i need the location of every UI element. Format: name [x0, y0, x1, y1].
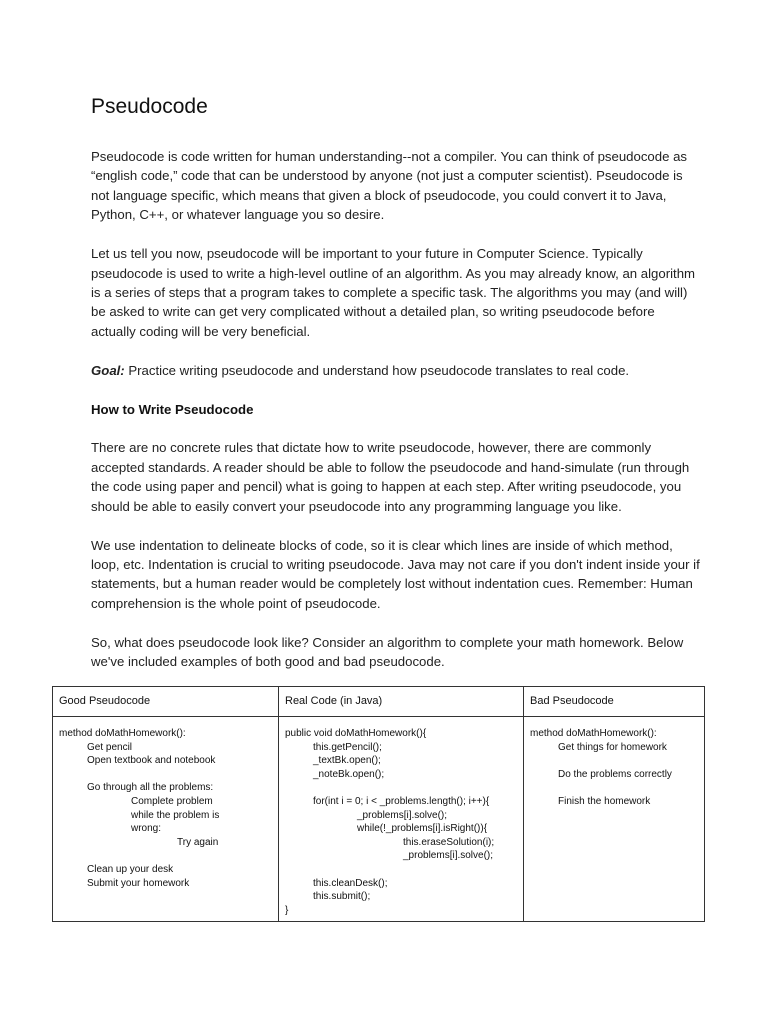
goal-text: Practice writing pseudocode and understand how pseudocode translates to real code. — [124, 362, 630, 378]
code-line: method doMathHomework(): — [59, 728, 186, 739]
good-pseudocode-cell — [53, 717, 279, 922]
example-paragraph: So, what does pseudocode look like? Consider an algorithm to complete your math homework. Below we've included examples of both good and bad pseudocode. — [91, 634, 684, 670]
code-line: for(int i = 0; i < _problems.length(); i++){ — [313, 795, 490, 807]
blank-line — [530, 754, 698, 768]
code-line: while(!_problems[i].isRight()){ — [357, 823, 488, 835]
code-line: _textBk.open(); — [313, 755, 381, 767]
header-good-pseudocode: Good Pseudocode — [53, 687, 279, 717]
blank-line — [59, 768, 272, 782]
section-heading-how-to-write: How to Write Pseudocode — [91, 401, 254, 417]
blank-line — [285, 781, 517, 795]
importance-paragraph: Let us tell you now, pseudocode will be important to your future in Computer Science. Typically pseudocode is used to write a high-level outline of an algorithm. As you may already know, an algorithm is a series of steps that a program takes to complete a specific task. The algorithms you may (and will) be asked to write can get very complicated without a detailed plan, so writing pseudocode before actually coding will be very beneficial. — [91, 246, 696, 339]
blank-line — [285, 863, 517, 877]
page-title: Pseudocode — [91, 95, 208, 118]
blank-line — [530, 781, 698, 795]
code-line: this.submit(); — [313, 891, 371, 903]
blank-line — [59, 849, 272, 863]
goal-label: Goal: — [91, 362, 125, 378]
code-line: public void doMathHomework(){ — [285, 728, 427, 739]
code-line: method doMathHomework(): — [530, 728, 657, 739]
code-line: this.eraseSolution(i); — [403, 836, 495, 848]
goal-paragraph — [91, 361, 701, 380]
code-line: Go through all the problems: — [87, 782, 214, 794]
code-line: Submit your homework — [87, 877, 190, 889]
code-line: Get things for homework — [558, 741, 667, 753]
code-line: Try again — [177, 836, 219, 848]
table-row — [53, 717, 705, 922]
code-line: } — [285, 904, 289, 916]
code-line: _problems[i].solve(); — [403, 850, 494, 862]
code-line: Finish the homework — [558, 795, 651, 807]
rules-paragraph: There are no concrete rules that dictate how to write pseudocode, however, there are commonly accepted standards. A reader should be able to follow the pseudocode and hand-simulate (run through the code using paper and pencil) what is going to happen at each step. After writing pseudocode, you should be able to easily convert your pseudocode into any programming language you like. — [91, 440, 690, 514]
code-line: _noteBk.open(); — [313, 768, 385, 780]
code-line: _problems[i].solve(); — [357, 809, 448, 821]
code-line: Get pencil — [87, 741, 133, 753]
code-line: Open textbook and notebook — [87, 755, 216, 767]
real-code-cell — [279, 717, 524, 922]
code-line: this.getPencil(); — [313, 741, 382, 753]
pseudocode-comparison-table — [52, 686, 705, 922]
header-real-code: Real Code (in Java) — [279, 687, 524, 717]
code-line: Do the problems correctly — [558, 768, 672, 780]
code-line: wrong: — [131, 823, 162, 835]
document-body — [91, 94, 701, 691]
code-line: Clean up your desk — [87, 863, 174, 875]
header-bad-pseudocode: Bad Pseudocode — [524, 687, 705, 717]
bad-pseudocode-cell — [524, 717, 705, 922]
code-line: this.cleanDesk(); — [313, 877, 388, 889]
intro-paragraph: Pseudocode is code written for human understanding--not a compiler. You can think of pseudocode as “english code,” code that can be understood by anyone (not just a computer scientist). Pseudocode is not language specific, which means that given a block of pseudocode, you could convert it to Java, Python, C++, or whatever language you so desire. — [91, 149, 688, 223]
indentation-paragraph: We use indentation to delineate blocks of code, so it is clear which lines are inside of which method, loop, etc. Indentation is crucial to writing pseudocode. Java may not care if you don't indent inside your if statements, but a human reader would be completely lost without indentation cues. Remember: Human comprehension is the whole point of pseudocode. — [91, 537, 700, 611]
code-line: Complete problem — [131, 795, 213, 807]
table-header-row — [53, 687, 705, 717]
code-line: while the problem is — [131, 809, 220, 821]
